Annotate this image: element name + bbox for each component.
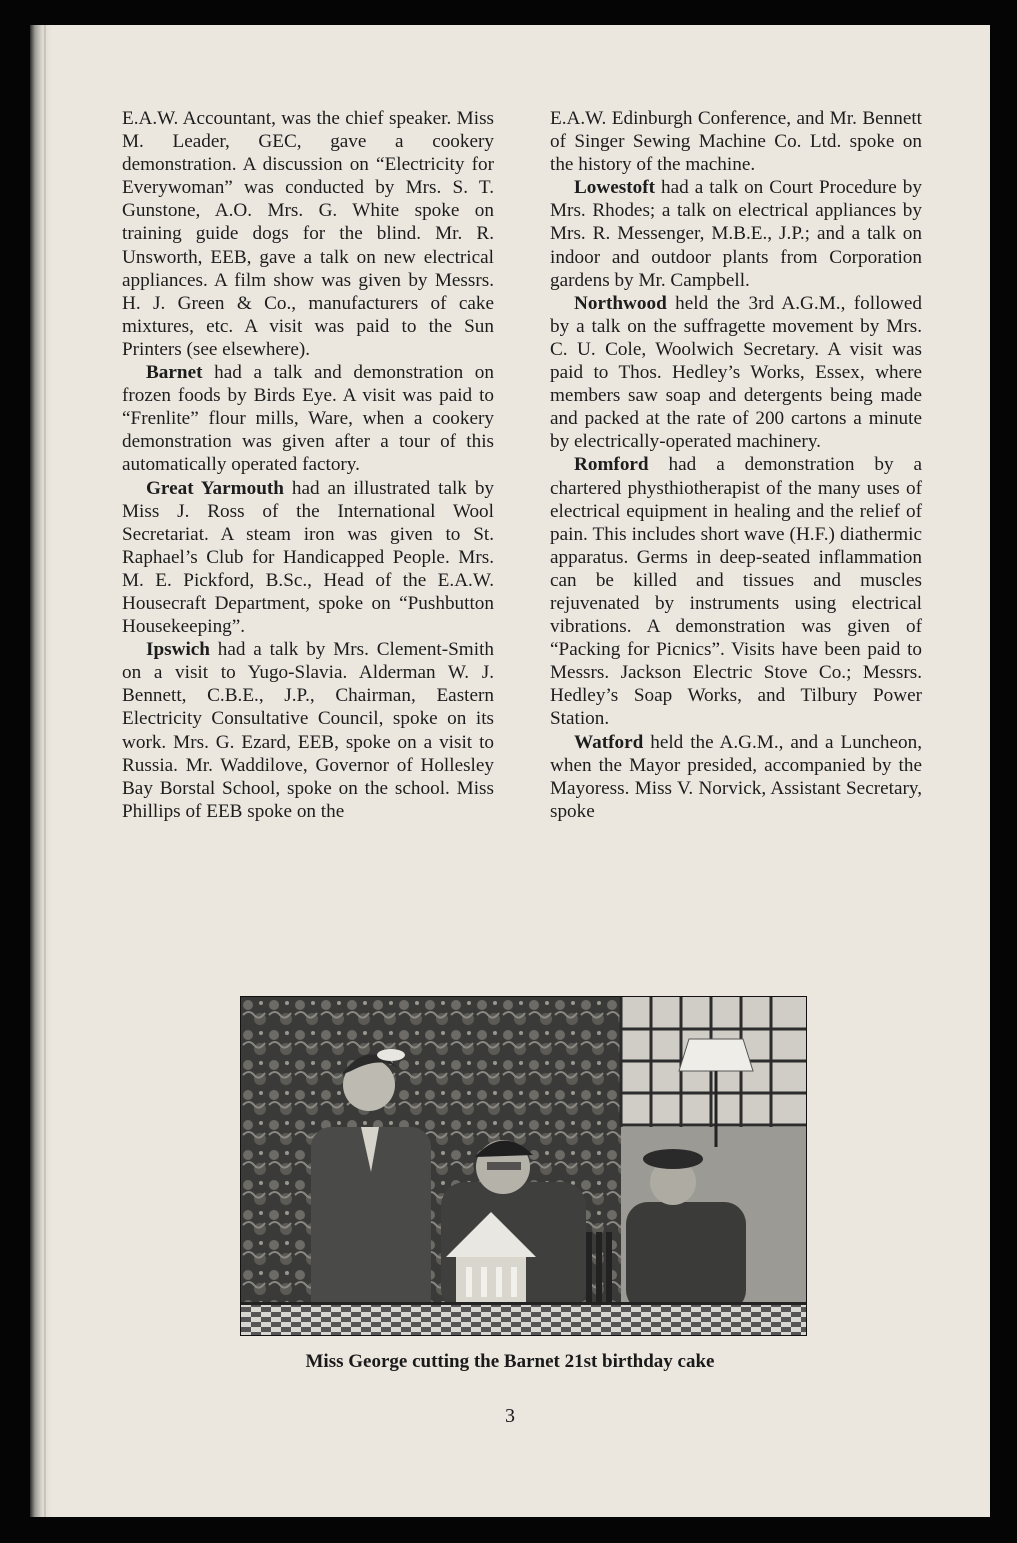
- branch-name: Romford: [574, 454, 649, 476]
- page-number: 3: [505, 1405, 515, 1427]
- paragraph-ipswich: Ipswich had a talk by Mrs. Clement-Smith on a visit to Yugo-Slavia. Alderman W. J. Bennett, C.B.E., J.P., Chairman, Eastern Electricity Consultative Council, spoke on its work. Mrs. G. Ezard, EEB, spoke on a visit to Russia. Mr. Waddilove, Governor of Hollesley Bay Borstal School, spoke on the school. Miss Phillips of EEB spoke on the: [122, 639, 494, 822]
- paragraph-northwood: Northwood held the 3rd A.G.M., followed by a talk on the suffragette movement by Mrs. C. U. Cole, Woolwich Secretary. A visit was paid to Thos. Hedley’s Works, Essex, where members saw soap and detergents being made and packed at the rate of 200 cartons a minute by electrically-operated machinery.: [550, 292, 922, 453]
- spine-fold-line: [44, 25, 46, 1517]
- right-text-column: [550, 107, 922, 823]
- page-spine: [30, 25, 52, 1517]
- photograph: [240, 996, 807, 1336]
- paragraph-barnet: Barnet had a talk and demonstration on frozen foods by Birds Eye. A visit was paid to “Frenlite” flour mills, Ware, when a cookery demonstration was given after a tour of this automatically operated factory.: [122, 362, 494, 476]
- paragraph: E.A.W. Edinburgh Conference, and Mr. Bennett of Singer Sewing Machine Co. Ltd. spoke on the history of the machine.: [550, 108, 922, 176]
- branch-name: Lowestoft: [574, 177, 655, 199]
- document-page: [30, 25, 990, 1517]
- paragraph-watford: Watford held the A.G.M., and a Luncheon, when the Mayor presided, accompanied by the Mayoress. Miss V. Norvick, Assistant Secretary, spoke: [550, 731, 922, 822]
- left-text-column: [122, 107, 494, 823]
- branch-name: Watford: [574, 731, 644, 753]
- branch-name: Great Yarmouth: [146, 477, 284, 499]
- photo-illustration: [241, 997, 806, 1335]
- branch-name: Barnet: [146, 362, 203, 384]
- paragraph: E.A.W. Accountant, was the chief speaker. Miss M. Leader, GEC, gave a cookery demonstration. A discussion on “Electricity for Everywoman” was conducted by Mrs. S. T. Gunstone, A.O. Mrs. G. White spoke on training guide dogs for the blind. Mr. R. Unsworth, EEB, gave a talk on new electrical appliances. A film show was given by Messrs. H. J. Green & Co., manufacturers of cake mixtures, etc. A visit was paid to the Sun Printers (see elsewhere).: [122, 108, 494, 360]
- paragraph-great-yarmouth: Great Yarmouth had an illustrated talk by Miss J. Ross of the International Wool Secretariat. A steam iron was given to St. Raphael’s Club for Handicapped People. Mrs. M. E. Pickford, B.Sc., Head of the E.A.W. Housecraft Department, spoke on “Pushbutton Housekeeping”.: [122, 477, 495, 638]
- branch-name: Ipswich: [146, 639, 210, 661]
- paragraph-romford: Romford had a demonstration by a chartered physthiotherapist of the many uses of electrical equipment in healing and the relief of pain. This includes short wave (H.F.) diathermic apparatus. Germs in deep-seated inflammation can be killed and tissues and muscles rejuvenated by instruments using electrical vibrations. A demonstration was given of “Packing for Picnics”. Visits have been paid to Messrs. Jackson Electric Stove Co.; Messrs. Hedley’s Soap Works, and Tilbury Power Station.: [550, 454, 922, 730]
- branch-name: Northwood: [574, 292, 667, 314]
- paragraph-lowestoft: Lowestoft had a talk on Court Procedure by Mrs. Rhodes; a talk on electrical appliances by Mrs. R. Messenger, M.B.E., J.P.; and a talk on indoor and outdoor plants from Corporation gardens by Mr. Campbell.: [550, 177, 922, 291]
- photo-caption: Miss George cutting the Barnet 21st birthday cake: [305, 1351, 715, 1372]
